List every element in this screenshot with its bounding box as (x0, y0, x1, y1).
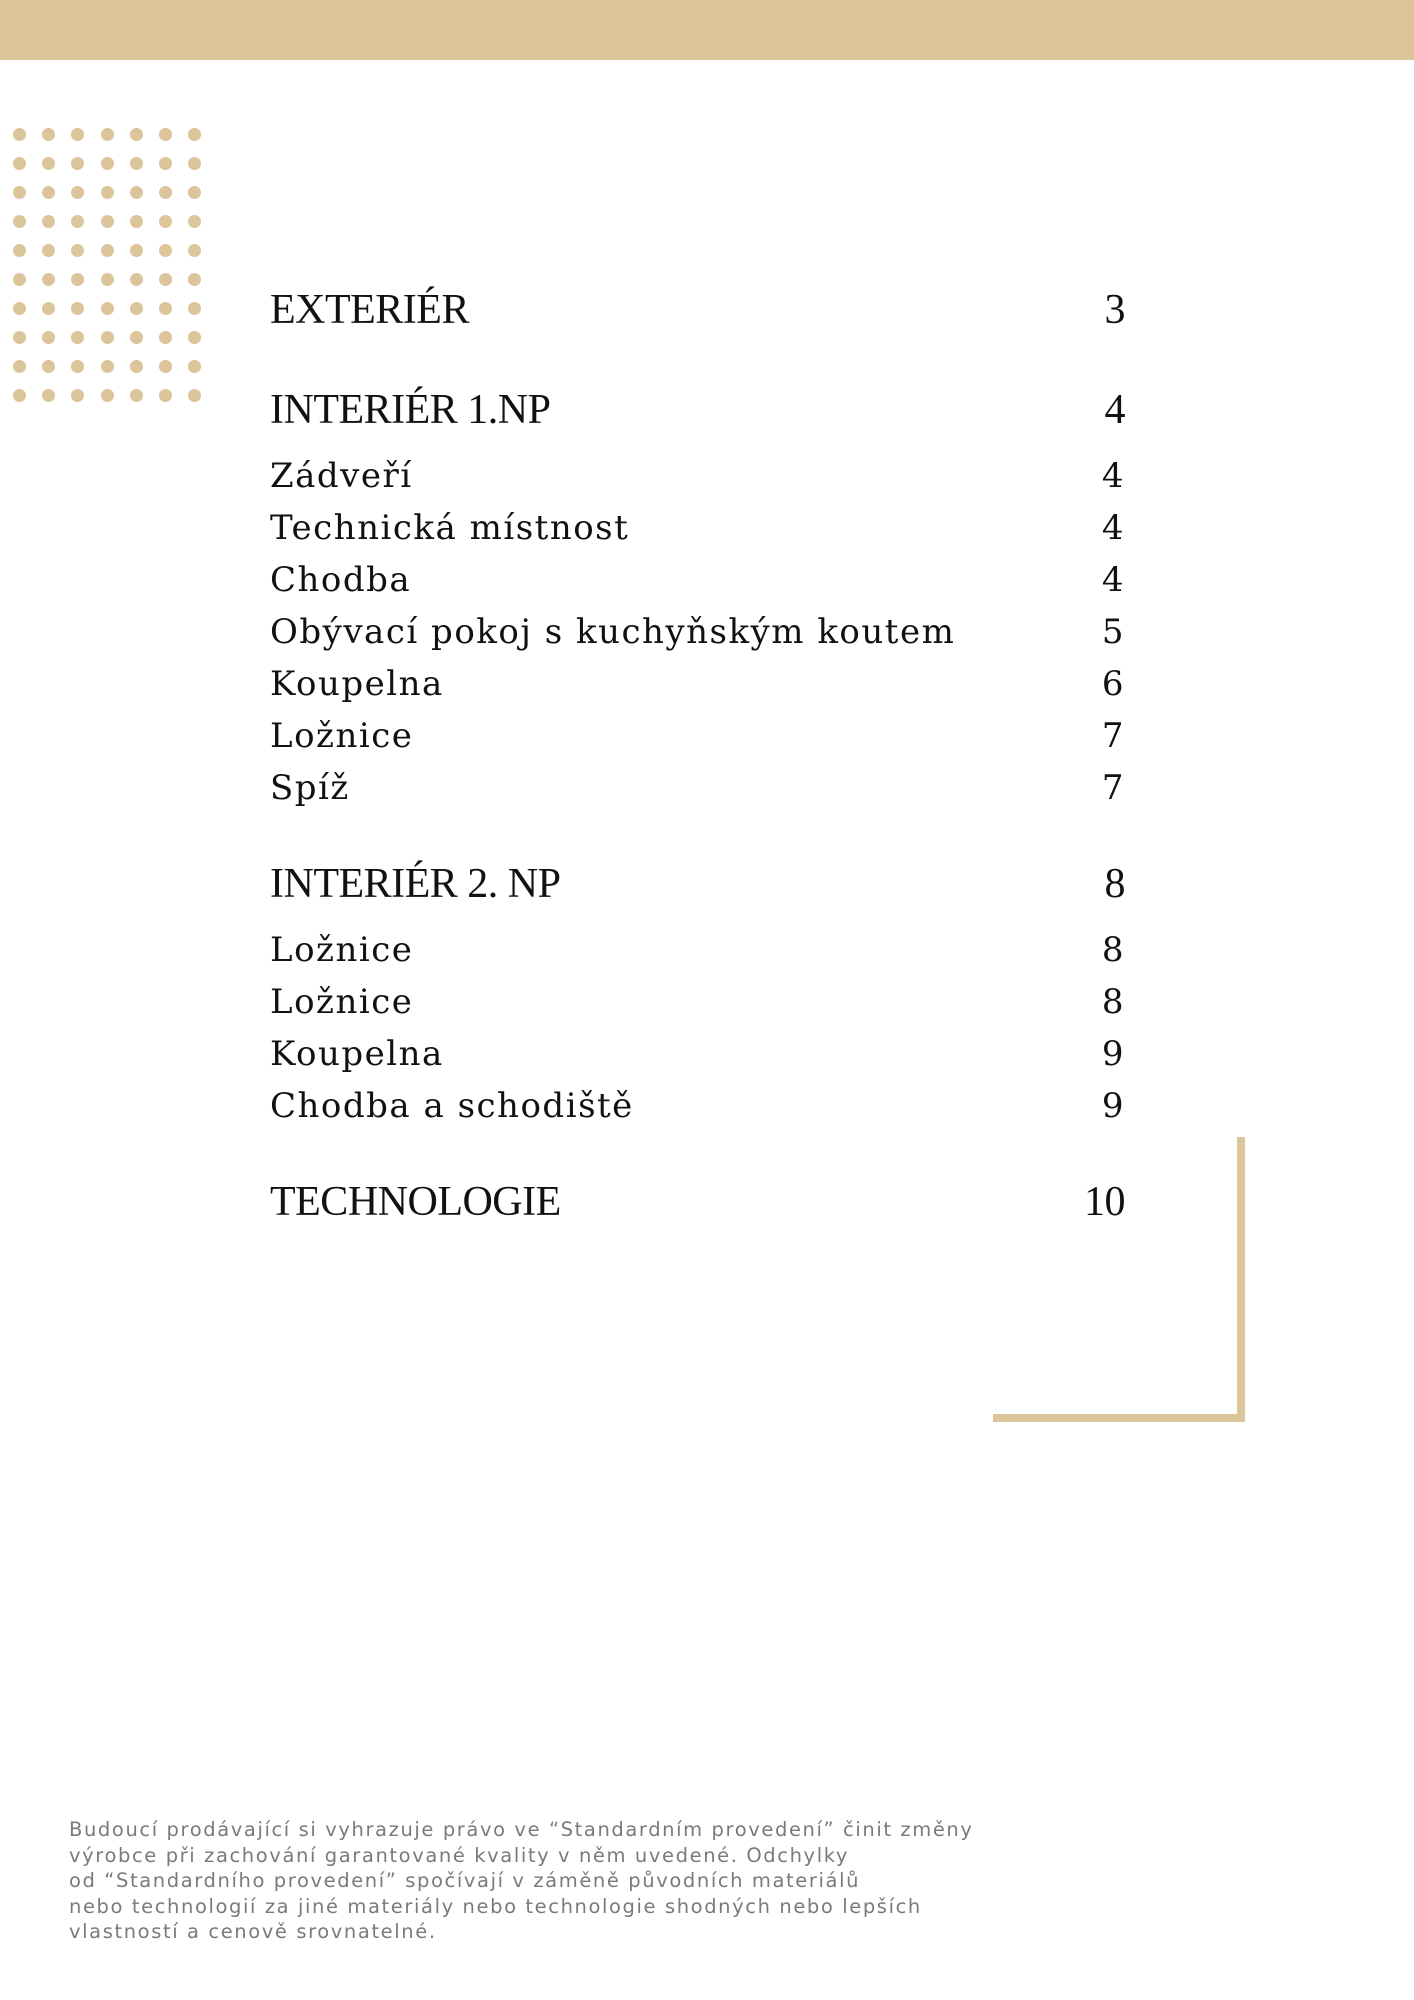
decorative-dot (159, 186, 172, 199)
decorative-dot (188, 128, 201, 141)
decorative-dot (71, 244, 84, 257)
decorative-dot (159, 360, 172, 373)
toc-item[interactable] (270, 606, 1125, 658)
toc-item[interactable] (270, 554, 1125, 606)
toc-item[interactable] (270, 658, 1125, 710)
decorative-dot (188, 215, 201, 228)
decorative-dot (42, 215, 55, 228)
toc-item-label: Zádveří (270, 456, 413, 496)
decorative-dot (42, 186, 55, 199)
toc-item[interactable] (270, 976, 1125, 1028)
toc-item[interactable] (270, 450, 1125, 502)
decorative-dot (13, 360, 26, 373)
decorative-dot (159, 273, 172, 286)
toc-item[interactable] (270, 924, 1125, 976)
toc-item[interactable] (270, 1028, 1125, 1080)
decorative-dot (130, 186, 143, 199)
decorative-dot (42, 389, 55, 402)
toc-item-page: 4 (1101, 508, 1125, 548)
decorative-dot (188, 360, 201, 373)
decorative-dot (188, 331, 201, 344)
decorative-dot (130, 273, 143, 286)
decorative-dot (13, 128, 26, 141)
toc-item[interactable] (270, 710, 1125, 762)
disclaimer-line: Budoucí prodávající si vyhrazuje právo ve “Standardním provedení” činit změny (69, 1818, 974, 1841)
decorative-dot (159, 331, 172, 344)
toc-item-page: 4 (1101, 456, 1125, 496)
decorative-dot (101, 302, 114, 315)
decorative-dot (13, 244, 26, 257)
toc-item-label: Ložnice (270, 982, 414, 1022)
toc-heading-exterier[interactable] (270, 280, 1125, 340)
disclaimer-line: nebo technologií za jiné materiály nebo technologie shodných nebo lepších (69, 1894, 922, 1918)
decorative-dot (13, 186, 26, 199)
decorative-dot (42, 302, 55, 315)
decorative-dot (42, 273, 55, 286)
decorative-dot (71, 360, 84, 373)
decorative-dot (13, 157, 26, 170)
toc-item-label: Obývací pokoj s kuchyňským koutem (270, 612, 956, 652)
toc-item-page: 7 (1101, 768, 1125, 808)
decorative-dot (71, 157, 84, 170)
decorative-dot (188, 244, 201, 257)
decorative-dot (101, 360, 114, 373)
decorative-dot (130, 389, 143, 402)
toc-item-label: Ložnice (270, 716, 414, 756)
decorative-dot (71, 215, 84, 228)
toc-section-interier-2np (270, 854, 1125, 1132)
toc-item-page: 7 (1101, 716, 1125, 756)
toc-heading-page: 4 (1104, 387, 1125, 433)
decorative-dot (188, 186, 201, 199)
toc-item-label: Chodba (270, 560, 412, 600)
decorative-dot (42, 128, 55, 141)
toc-heading-label: TECHNOLOGIE (270, 1179, 561, 1225)
toc-item-page: 6 (1101, 664, 1125, 704)
decorative-dot (159, 128, 172, 141)
toc-item-label: Technická místnost (270, 508, 630, 548)
toc-item-label: Ložnice (270, 930, 414, 970)
decorative-dot (13, 331, 26, 344)
decorative-dot (42, 331, 55, 344)
toc-heading-label: INTERIÉR 1.NP (270, 387, 551, 433)
toc-sublist-interier-1np (270, 450, 1125, 814)
decorative-dot (159, 244, 172, 257)
decorative-dot (101, 215, 114, 228)
decorative-dot (130, 244, 143, 257)
decorative-corner-bracket (993, 1137, 1245, 1422)
decorative-dot (101, 331, 114, 344)
toc-item-label: Koupelna (270, 664, 444, 704)
disclaimer-note (69, 1817, 999, 1945)
toc-item-page: 9 (1101, 1034, 1125, 1074)
decorative-dot (188, 273, 201, 286)
toc-sublist-interier-2np (270, 924, 1125, 1132)
toc-item-page: 8 (1101, 930, 1125, 970)
disclaimer-line: od “Standardního provedení” spočívají v záměně původních materiálů (69, 1869, 861, 1892)
decorative-dot (42, 157, 55, 170)
toc-item-label: Koupelna (270, 1034, 444, 1074)
toc-section-interier-1np (270, 380, 1125, 814)
decorative-dot (13, 302, 26, 315)
decorative-dot (101, 244, 114, 257)
toc-item[interactable] (270, 762, 1125, 814)
decorative-dot (130, 302, 143, 315)
decorative-dot (159, 157, 172, 170)
toc-item-page: 9 (1101, 1086, 1125, 1126)
toc-heading-page: 3 (1104, 287, 1125, 333)
decorative-dot (71, 273, 84, 286)
toc-heading-label: EXTERIÉR (270, 287, 469, 333)
table-of-contents (270, 280, 1125, 1232)
decorative-dot (101, 273, 114, 286)
decorative-dot (71, 186, 84, 199)
toc-item-label: Spíž (270, 768, 350, 808)
top-accent-bar (0, 0, 1414, 60)
decorative-dot (13, 273, 26, 286)
toc-item-page: 4 (1101, 560, 1125, 600)
decorative-dot (101, 186, 114, 199)
toc-item[interactable] (270, 502, 1125, 554)
decorative-dot (101, 157, 114, 170)
toc-heading-page: 10 (1084, 1179, 1125, 1225)
toc-heading-page: 8 (1104, 861, 1125, 907)
toc-item-page: 5 (1101, 612, 1125, 652)
disclaimer-line: výrobce při zachování garantované kvality v něm uvedené. Odchylky (69, 1843, 850, 1867)
decorative-dot (130, 360, 143, 373)
toc-section-exterier (270, 280, 1125, 340)
decorative-dot (42, 360, 55, 373)
decorative-dot (42, 244, 55, 257)
decorative-dot (71, 128, 84, 141)
decorative-dot (101, 389, 114, 402)
decorative-dot (130, 157, 143, 170)
toc-item-page: 8 (1101, 982, 1125, 1022)
decorative-dot (159, 389, 172, 402)
decorative-dot (188, 302, 201, 315)
decorative-dot (71, 302, 84, 315)
disclaimer-line: vlastností a cenově srovnatelné. (69, 1920, 437, 1943)
decorative-dot (159, 302, 172, 315)
decorative-dot (71, 389, 84, 402)
decorative-dot (130, 128, 143, 141)
toc-heading-interier-1np[interactable] (270, 380, 1125, 440)
toc-heading-label: INTERIÉR 2. NP (270, 861, 561, 907)
toc-heading-interier-2np[interactable] (270, 854, 1125, 914)
decorative-dot (130, 215, 143, 228)
toc-item-label: Chodba a schodiště (270, 1086, 634, 1126)
toc-item[interactable] (270, 1080, 1125, 1132)
decorative-dot (159, 215, 172, 228)
decorative-dot (71, 331, 84, 344)
decorative-dot (13, 389, 26, 402)
decorative-dot-grid (13, 128, 203, 406)
decorative-dot (13, 215, 26, 228)
decorative-dot (101, 128, 114, 141)
decorative-dot (188, 157, 201, 170)
decorative-dot (188, 389, 201, 402)
decorative-dot (130, 331, 143, 344)
